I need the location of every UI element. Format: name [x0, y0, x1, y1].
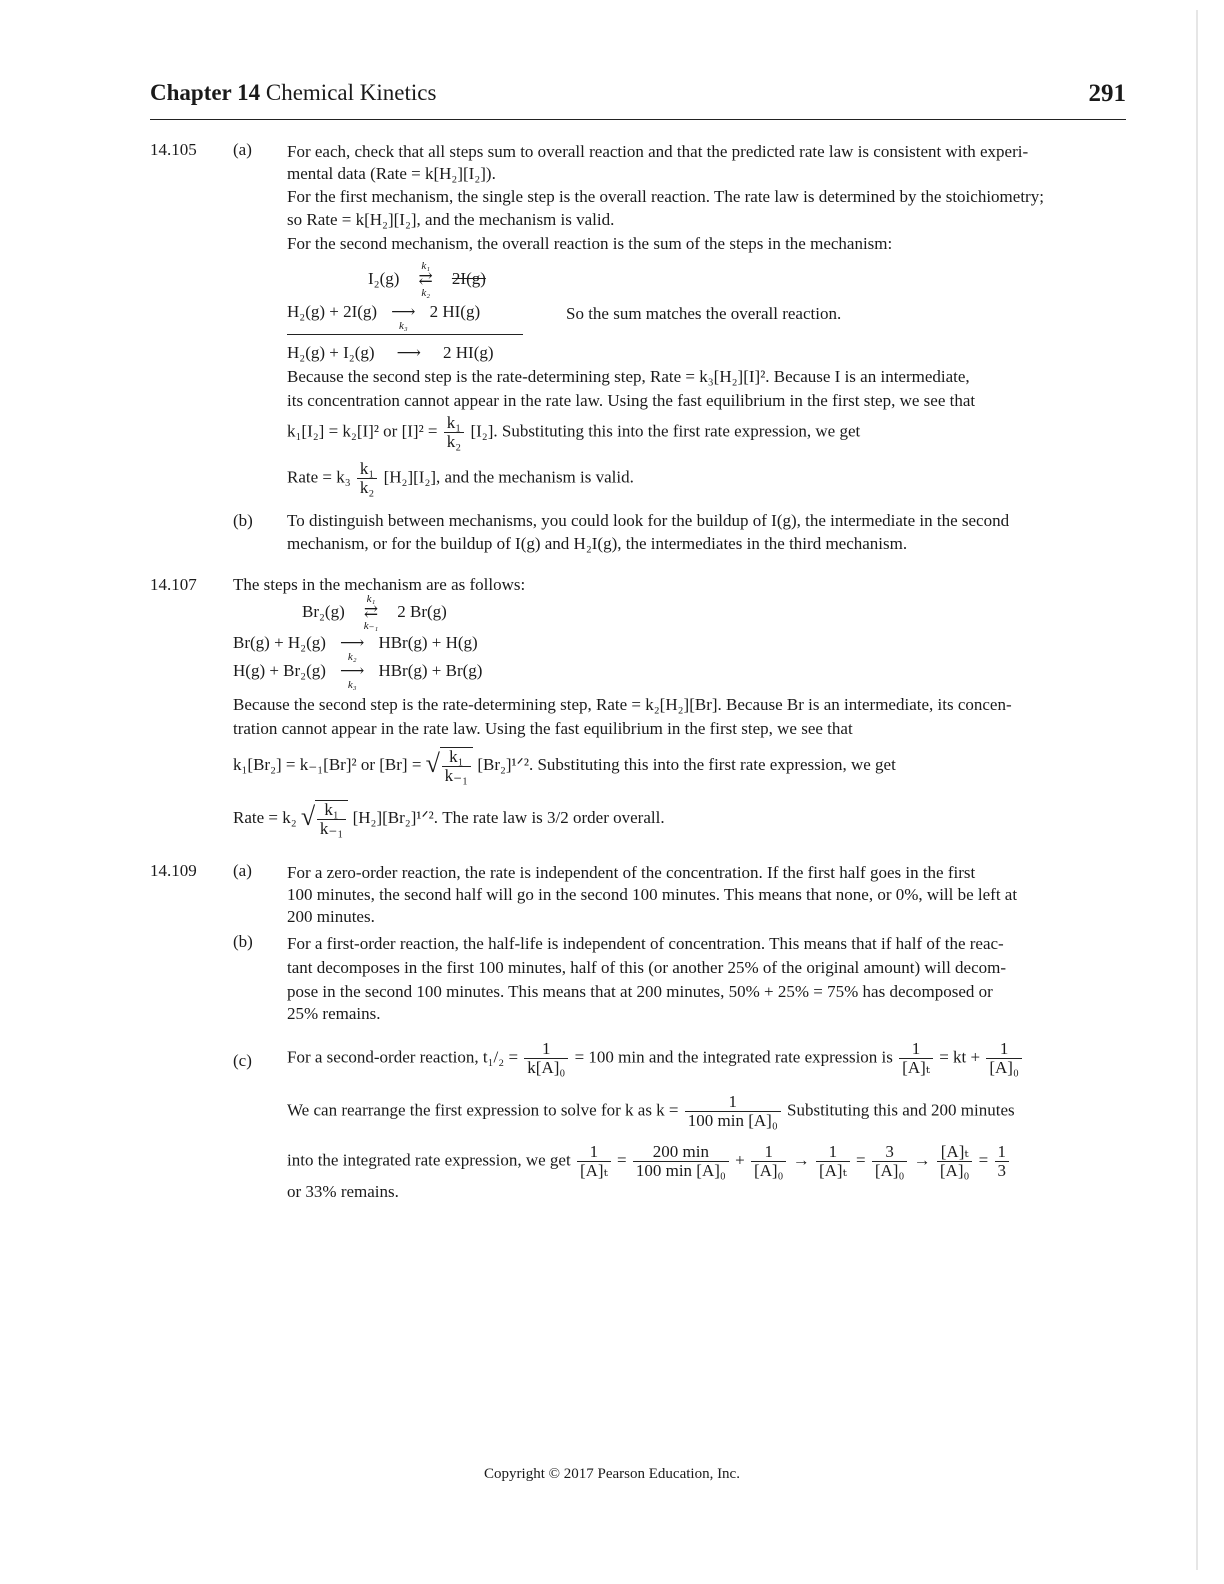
numerator: 1	[577, 1143, 611, 1162]
product: 2 HI(g)	[429, 302, 481, 321]
page-number: 291	[1088, 80, 1126, 107]
chapter-title: Chemical Kinetics	[265, 80, 437, 105]
numerator: [A]ₜ	[937, 1143, 973, 1162]
denominator: k₋₁	[444, 766, 469, 785]
denominator: [A]₀	[753, 1161, 784, 1180]
square-root	[426, 747, 473, 785]
rate-constant: k₋₁	[363, 620, 379, 632]
product: 2 Br(g)	[397, 602, 447, 621]
problem-number: 14.105	[150, 140, 197, 159]
arrow: ⟶ k₂	[330, 632, 374, 654]
equation-line	[233, 747, 896, 785]
fraction	[751, 1143, 787, 1180]
numerator: 1	[816, 1143, 850, 1162]
radicand	[315, 800, 348, 838]
equation-line	[287, 1040, 1024, 1077]
equation-step-2	[287, 301, 481, 332]
fraction	[317, 801, 346, 838]
rate-constant: k₁	[421, 260, 431, 272]
denominator: [A]ₜ	[818, 1161, 847, 1180]
text-line: or 33% remains.	[287, 1182, 399, 1201]
reactant: H₂(g) + I₂(g)	[287, 343, 375, 362]
arrow: ⟶	[396, 343, 421, 362]
text-line: For the second mechanism, the overall reaction is the sum of the steps in the mechanism:	[287, 234, 893, 253]
denominator: k[A]₀	[527, 1058, 566, 1077]
chapter-heading	[150, 80, 436, 106]
text-line: For a first-order reaction, the half-life is independent of concentration. This means that if half of the reac-	[287, 934, 1004, 953]
equation-text: k₁[Br₂] = k₋₁[Br]² or [Br] =	[233, 754, 422, 774]
reactant: I₂(g)	[368, 269, 400, 288]
rate-constant: k₂	[347, 651, 357, 663]
text-line: 25% remains.	[287, 1004, 381, 1023]
equation-text: = kt +	[939, 1047, 981, 1067]
text-line: tration cannot appear in the rate law. Using the fast equilibrium in the first step, we see that	[233, 719, 853, 738]
equation-text: Rate = k₂	[233, 807, 297, 827]
fraction	[357, 460, 377, 497]
part-label: (b)	[233, 511, 253, 530]
equation-text: For a second-order reaction, t₁/₂ =	[287, 1047, 519, 1067]
numerator: k₁	[357, 460, 377, 479]
fraction	[524, 1040, 568, 1077]
equation-text: into the integrated rate expression, we get	[287, 1150, 571, 1170]
problem-number: 14.107	[150, 575, 197, 594]
equation-step-1	[302, 593, 447, 632]
reactant: Br(g) + H₂(g)	[233, 633, 326, 652]
numerator: 1	[524, 1040, 568, 1059]
equation-overall	[287, 342, 494, 364]
part-label: (a)	[233, 861, 252, 880]
equation-line: into the integrated rate expression, we get $\frac{1}{\text{[A]ₜ}}$ = $\frac{200 \min}{\text{100 min [A]₀}}$ + $\frac{1}{\text{[A]₀}}$ → $\frac{1}{\text{[A]ₜ}}$ = $\frac{3}{\text{[A]₀}}$ → $\frac{\text{[A]ₜ}}{\text{[A]₀}}$ = $\frac{1}{3}$	[287, 1143, 1011, 1180]
rate-constant: k₃	[399, 320, 408, 332]
square-root	[301, 800, 348, 838]
equation-line	[233, 800, 665, 838]
numerator: 1	[751, 1143, 787, 1162]
equation-text: [Br₂]¹ᐟ². Substituting this into the first rate expression, we get	[477, 754, 896, 774]
radical-sign: √	[425, 749, 440, 778]
equation-text: [I₂]. Substituting this into the first rate expression, we get	[470, 421, 861, 441]
part-label: (b)	[233, 932, 253, 951]
equation-text: Substituting this and 200 minutes	[787, 1100, 1015, 1120]
sum-rule	[287, 334, 523, 335]
equation-line	[287, 414, 860, 451]
numerator: 1	[995, 1143, 1010, 1162]
equation-text: = 100 min and the integrated rate expression is	[574, 1047, 893, 1067]
numerator: 200 min	[633, 1143, 729, 1162]
fraction	[937, 1143, 973, 1180]
fraction	[816, 1143, 850, 1180]
fraction	[986, 1040, 1022, 1077]
denominator: 100 min [A]₀	[635, 1161, 726, 1180]
rate-constant: k₃	[347, 679, 357, 691]
product: HBr(g) + Br(g)	[378, 661, 483, 680]
text-line: Because the second step is the rate-determining step, Rate = k₂[H₂][Br]. Because Br is an intermediate, its concen-	[233, 695, 1012, 714]
equation-text: We can rearrange the first expression to solve for k as k =	[287, 1100, 679, 1120]
text-line: The steps in the mechanism are as follows:	[233, 575, 526, 594]
copyright-footer: Copyright © 2017 Pearson Education, Inc.	[484, 1466, 740, 1482]
text-line: mental data (Rate = k[H₂][I₂]).	[287, 164, 496, 183]
equation-text: [H₂][I₂], and the mechanism is valid.	[383, 467, 634, 487]
denominator: 100 min [A]₀	[687, 1111, 778, 1130]
denominator: [A]₀	[939, 1161, 970, 1180]
text-line: so Rate = k[H₂][I₂], and the mechanism is valid.	[287, 210, 615, 229]
text-line: its concentration cannot appear in the rate law. Using the fast equilibrium in the first step, we see that	[287, 391, 976, 410]
problem-number: 14.109	[150, 861, 197, 880]
denominator: [A]ₜ	[902, 1058, 930, 1077]
equation-line	[287, 1093, 1015, 1130]
radicand	[440, 747, 473, 785]
equation-step-1	[368, 260, 486, 299]
part-label: (c)	[233, 1051, 252, 1070]
product: 2I(g)	[451, 269, 486, 288]
radical-sign: √	[300, 802, 316, 831]
equilibrium-arrow: k₁ ⇄ k₂	[404, 268, 448, 290]
numerator: k₁	[444, 414, 464, 433]
reactant: H(g) + Br₂(g)	[233, 661, 326, 680]
text-line: 100 minutes, the second half will go in the second 100 minutes. This means that none, or 0%, will be left at	[287, 885, 1018, 904]
fraction	[995, 1143, 1010, 1180]
text-line: pose in the second 100 minutes. This means that at 200 minutes, 50% + 25% = 75% has decomposed or	[287, 982, 993, 1001]
fraction	[633, 1143, 729, 1180]
text-line: For each, check that all steps sum to overall reaction and that the predicted rate law is consistent with experi-	[287, 142, 1029, 161]
page-header	[150, 80, 1126, 114]
arrow: ⟶ k₃	[381, 301, 425, 323]
numerator: k₁	[442, 748, 471, 767]
text-line: mechanism, or for the buildup of I(g) and H₂I(g), the intermediates in the third mechanism.	[287, 534, 908, 553]
denominator: [A]₀	[874, 1161, 905, 1180]
header-rule	[150, 119, 1126, 120]
equation-text: Rate = k₃	[287, 467, 351, 487]
text-line: To distinguish between mechanisms, you could look for the buildup of I(g), the intermediate in the second	[287, 511, 1010, 530]
fraction	[872, 1143, 908, 1180]
product: HBr(g) + H(g)	[378, 633, 478, 652]
equation-text: k₁[I₂] = k₂[I]² or [I]² =	[287, 421, 438, 441]
numerator: 1	[899, 1040, 933, 1059]
fraction	[442, 748, 471, 785]
numerator: k₁	[317, 801, 346, 820]
arrow: ⟶ k₃	[330, 660, 374, 682]
text-line: tant decomposes in the first 100 minutes, half of this (or another 25% of the original amount) will decom-	[287, 958, 1007, 977]
reactant: H₂(g) + 2I(g)	[287, 302, 378, 321]
numerator: 1	[986, 1040, 1022, 1059]
part-label: (a)	[233, 140, 252, 159]
text-line: 200 minutes.	[287, 907, 375, 926]
denominator: k₂	[446, 432, 462, 451]
denominator: [A]ₜ	[579, 1161, 608, 1180]
equation-line	[287, 460, 634, 497]
text-line: Because the second step is the rate-determining step, Rate = k₃[H₂][I]². Because I is an intermediate,	[287, 367, 970, 386]
fraction	[444, 414, 464, 451]
scan-edge-shadow	[1196, 10, 1198, 1570]
chapter-label: Chapter 14	[150, 80, 261, 105]
text-line: For the first mechanism, the single step is the overall reaction. The rate law is determined by the stoichiometry;	[287, 187, 1044, 206]
rate-constant: k₁	[366, 593, 376, 605]
numerator: 1	[685, 1093, 781, 1112]
product: 2 HI(g)	[443, 343, 494, 362]
equilibrium-arrow: k₁ ⇄ k₋₁	[349, 601, 393, 623]
denominator: k₋₁	[319, 819, 344, 838]
equation-text: [H₂][Br₂]¹ᐟ². The rate law is 3/2 order overall.	[352, 807, 665, 827]
fraction	[899, 1040, 933, 1077]
fraction	[685, 1093, 781, 1130]
rate-constant: k₂	[421, 287, 431, 299]
text-line: For a zero-order reaction, the rate is independent of the concentration. If the first half goes in the first	[287, 863, 976, 882]
equation-step-2	[233, 632, 478, 663]
fraction	[577, 1143, 611, 1180]
equation-note: So the sum matches the overall reaction.	[566, 304, 842, 323]
numerator: 3	[872, 1143, 908, 1162]
reactant: Br₂(g)	[302, 602, 345, 621]
denominator: [A]₀	[989, 1058, 1019, 1077]
denominator: 3	[997, 1161, 1007, 1180]
equation-step-3	[233, 660, 483, 691]
denominator: k₂	[359, 478, 375, 497]
